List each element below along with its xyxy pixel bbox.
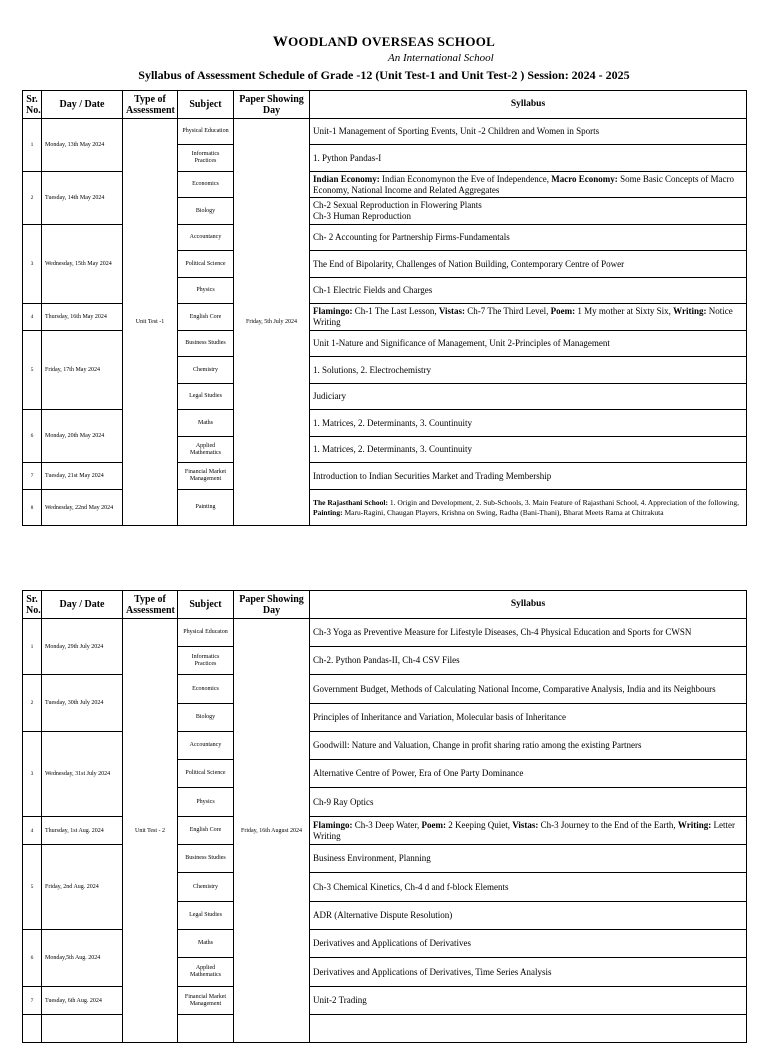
sr-number: 3 xyxy=(23,225,42,304)
syllabus xyxy=(310,1015,747,1043)
sr-number: 2 xyxy=(23,172,42,225)
page-title: Syllabus of Assessment Schedule of Grade -12 (Unit Test-1 and Unit Test-2 ) Session: 2024 - 2025 xyxy=(138,68,630,82)
subject xyxy=(178,1015,234,1043)
syllabus: Derivatives and Applications of Derivatives xyxy=(310,930,747,958)
col-syllabus: Syllabus xyxy=(310,91,747,119)
syllabus: Flamingo: Ch-1 The Last Lesson, Vistas: Ch-7 The Third Level, Poem: 1 My mother at Sixty Six, Writing: Notice Writing xyxy=(310,304,747,331)
day-date: Monday, 20th May 2024 xyxy=(42,410,123,463)
syllabus: Business Environment, Planning xyxy=(310,845,747,873)
subject: Biology xyxy=(178,704,234,732)
subject: Legal Studies xyxy=(178,902,234,930)
syllabus: Ch-2. Python Pandas-II, Ch-4 CSV Files xyxy=(310,647,747,675)
subject: Political Science xyxy=(178,760,234,788)
sr-number: 7 xyxy=(23,987,42,1015)
syllabus: Unit 1-Nature and Significance of Management, Unit 2-Principles of Management xyxy=(310,331,747,357)
subject: Economics xyxy=(178,172,234,198)
table-row xyxy=(23,119,747,145)
day-date: Wednesday, 15th May 2024 xyxy=(42,225,123,304)
syllabus: 1. Matrices, 2. Determinants, 3. Countinuity xyxy=(310,437,747,463)
day-date: Friday, 17th May 2024 xyxy=(42,331,123,410)
syllabus: Ch-3 Chemical Kinetics, Ch-4 d and f-block Elements xyxy=(310,873,747,902)
subject: Applied Mathematics xyxy=(178,958,234,987)
school-name: WOODLAND OVERSEAS SCHOOL xyxy=(272,34,496,50)
subject: Economics xyxy=(178,675,234,704)
subject: Physics xyxy=(178,278,234,304)
day-date xyxy=(42,1015,123,1043)
syllabus: 1. Solutions, 2. Electrochemistry xyxy=(310,357,747,384)
sr-number: 8 xyxy=(23,490,42,526)
sr-number: 5 xyxy=(23,331,42,410)
col-paper: Paper Showing Day xyxy=(234,91,310,119)
subject: Physical Education xyxy=(178,119,234,145)
sr-number: 1 xyxy=(23,619,42,675)
syllabus: Introduction to Indian Securities Market and Trading Membership xyxy=(310,463,747,490)
subject: Business Studies xyxy=(178,331,234,357)
col-sr: Sr. No. xyxy=(23,91,42,119)
day-date: Thursday, 16th May 2024 xyxy=(42,304,123,331)
syllabus: Ch- 2 Accounting for Partnership Firms-Fundamentals xyxy=(310,225,747,251)
syllabus: Derivatives and Applications of Derivatives, Time Series Analysis xyxy=(310,958,747,987)
syllabus: Government Budget, Methods of Calculating National Income, Comparative Analysis, India and its Neighbours xyxy=(310,675,747,704)
syllabus: Goodwill: Nature and Valuation, Change in profit sharing ratio among the existing Partners xyxy=(310,732,747,760)
col-syllabus: Syllabus xyxy=(310,591,747,619)
assessment-type: Unit Test -1 xyxy=(123,119,178,526)
sr-number: 1 xyxy=(23,119,42,172)
day-date: Tuesday, 21st May 2024 xyxy=(42,463,123,490)
col-sr: Sr. No. xyxy=(23,591,42,619)
subject: Informatics Practices xyxy=(178,647,234,675)
syllabus: Principles of Inheritance and Variation, Molecular basis of Inheritance xyxy=(310,704,747,732)
paper-showing-day: Friday, 16th August 2024 xyxy=(234,619,310,1043)
sr-number: 7 xyxy=(23,463,42,490)
day-date: Tuesday, 14th May 2024 xyxy=(42,172,123,225)
day-date: Monday, 29th July 2024 xyxy=(42,619,123,675)
subject: Applied Mathematics xyxy=(178,437,234,463)
table-header-row xyxy=(23,591,747,619)
day-date: Tuesday, 6th Aug. 2024 xyxy=(42,987,123,1015)
sr-number xyxy=(23,1015,42,1043)
syllabus: Ch-9 Ray Optics xyxy=(310,788,747,817)
subject: Physics xyxy=(178,788,234,817)
col-day: Day / Date xyxy=(42,591,123,619)
subject: English Core xyxy=(178,817,234,845)
sr-number: 2 xyxy=(23,675,42,732)
subject: Biology xyxy=(178,198,234,225)
day-date: Wednesday, 31st July 2024 xyxy=(42,732,123,817)
table-header-row xyxy=(23,91,747,119)
subject: Physical Educaton xyxy=(178,619,234,647)
syllabus: Alternative Centre of Power, Era of One Party Dominance xyxy=(310,760,747,788)
day-date: Monday, 13th May 2024 xyxy=(42,119,123,172)
syllabus: Judiciary xyxy=(310,384,747,410)
subject: Chemistry xyxy=(178,873,234,902)
syllabus: Unit-1 Management of Sporting Events, Unit -2 Children and Women in Sports xyxy=(310,119,747,145)
syllabus: Indian Economy: Indian Economynon the Eve of Independence, Macro Economy: Some Basic Concepts of Macro Economy, National Income and Related Aggregates xyxy=(310,172,747,198)
assessment-type: Unit Test - 2 xyxy=(123,619,178,1043)
sr-number: 4 xyxy=(23,304,42,331)
sr-number: 5 xyxy=(23,845,42,930)
subject: Accountancy xyxy=(178,732,234,760)
subject: Business Studies xyxy=(178,845,234,873)
subject: English Core xyxy=(178,304,234,331)
subject: Financial Market Management xyxy=(178,463,234,490)
col-paper: Paper Showing Day xyxy=(234,591,310,619)
day-date: Thursday, 1st Aug. 2024 xyxy=(42,817,123,845)
col-type: Type of Assessment xyxy=(123,91,178,119)
syllabus: ADR (Alternative Dispute Resolution) xyxy=(310,902,747,930)
unit-test-2-table xyxy=(22,590,747,1043)
syllabus: The Rajasthani School: 1. Origin and Development, 2. Sub-Schools, 3. Main Feature of Rajasthani School, 4. Appreciation of the following, Painting: Maru-Ragini, Chaugan Players, Krishna on Swing, Radha (Bani-Thani), Bharat Meets Rama at Chitrakuta xyxy=(310,490,747,526)
subject: Accountancy xyxy=(178,225,234,251)
syllabus: Ch-1 Electric Fields and Charges xyxy=(310,278,747,304)
unit-test-1-table xyxy=(22,90,747,526)
syllabus: 1. Matrices, 2. Determinants, 3. Countinuity xyxy=(310,410,747,437)
syllabus: Flamingo: Ch-3 Deep Water, Poem: 2 Keeping Quiet, Vistas: Ch-3 Journey to the End of the Earth, Writing: Letter Writing xyxy=(310,817,747,845)
syllabus: Ch-2 Sexual Reproduction in Flowering Plants Ch-3 Human Reproduction xyxy=(310,198,747,225)
syllabus: Ch-3 Yoga as Preventive Measure for Lifestyle Diseases, Ch-4 Physical Education and Sports for CWSN xyxy=(310,619,747,647)
sr-number: 6 xyxy=(23,930,42,987)
subject: Political Science xyxy=(178,251,234,278)
subject: Maths xyxy=(178,930,234,958)
syllabus: The End of Bipolarity, Challenges of Nation Building, Contemporary Centre of Power xyxy=(310,251,747,278)
day-date: Wednesday, 22nd May 2024 xyxy=(42,490,123,526)
syllabus: 1. Python Pandas-I xyxy=(310,145,747,172)
sr-number: 4 xyxy=(23,817,42,845)
subject: Informatics Practices xyxy=(178,145,234,172)
sr-number: 6 xyxy=(23,410,42,463)
col-subject: Subject xyxy=(178,91,234,119)
subject: Legal Studies xyxy=(178,384,234,410)
subject: Painting xyxy=(178,490,234,526)
paper-showing-day: Friday, 5th July 2024 xyxy=(234,119,310,526)
col-subject: Subject xyxy=(178,591,234,619)
sr-number: 3 xyxy=(23,732,42,817)
day-date: Friday, 2nd Aug. 2024 xyxy=(42,845,123,930)
col-type: Type of Assessment xyxy=(123,591,178,619)
col-day: Day / Date xyxy=(42,91,123,119)
subject: Financial Market Management xyxy=(178,987,234,1015)
school-tagline: An International School xyxy=(388,52,494,64)
table-row xyxy=(23,619,747,647)
day-date: Tuesday, 30th July 2024 xyxy=(42,675,123,732)
subject: Chemistry xyxy=(178,357,234,384)
syllabus: Unit-2 Trading xyxy=(310,987,747,1015)
subject: Maths xyxy=(178,410,234,437)
day-date: Monday,5th Aug. 2024 xyxy=(42,930,123,987)
